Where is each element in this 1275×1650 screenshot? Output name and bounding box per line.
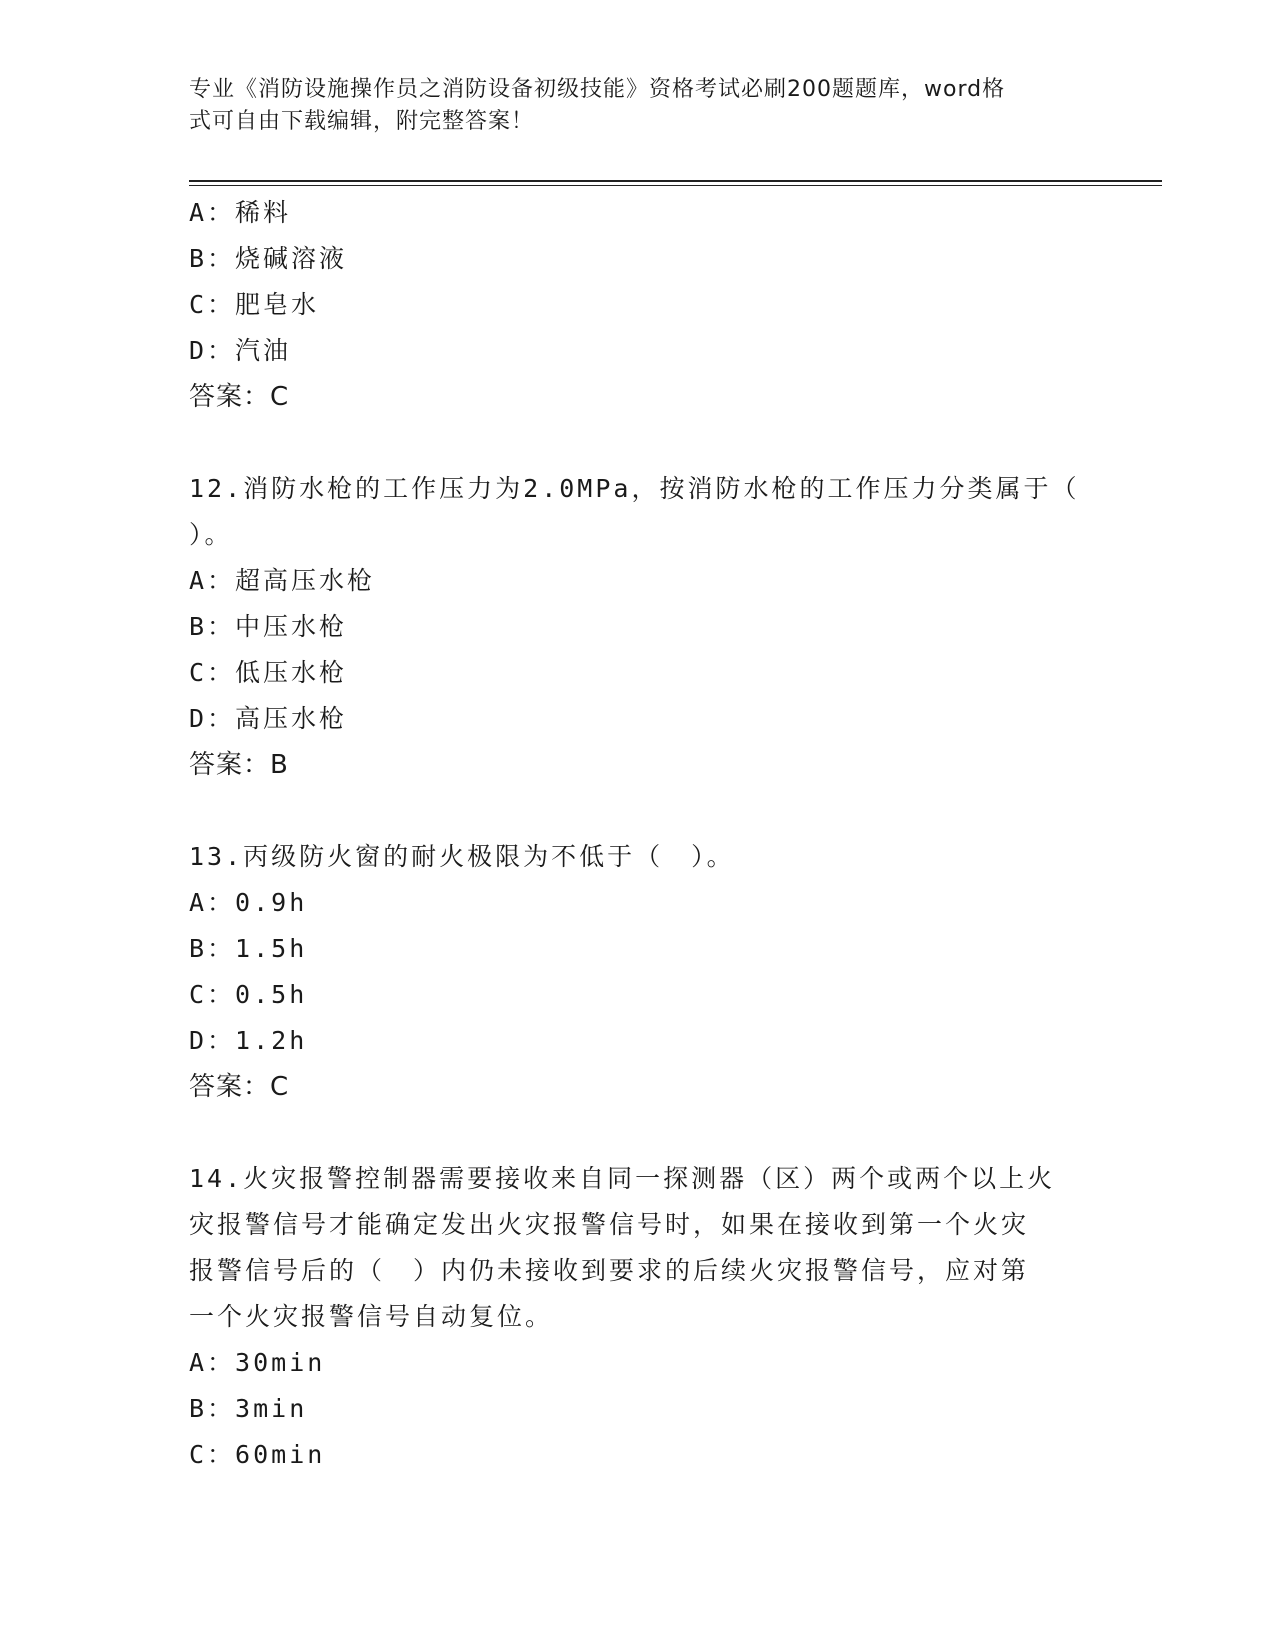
- question-text: 13.丙级防火窗的耐火极限为不低于（ ）。: [189, 842, 735, 871]
- spacer: [189, 1110, 1089, 1156]
- question-13: [189, 834, 1089, 1110]
- question-text: 14.火灾报警控制器需要接收来自同一探测器（区）两个或两个以上火: [189, 1164, 1056, 1193]
- header-divider-thin: [189, 185, 1162, 186]
- question-text: 12.消防水枪的工作压力为2.0MPa，按消防水枪的工作压力分类属于（: [189, 474, 1080, 503]
- question-14: [189, 1156, 1089, 1478]
- option-b: B：烧碱溶液: [189, 244, 348, 273]
- question-list: [189, 190, 1089, 1478]
- question-text-continued: 报警信号后的（ ）内仍未接收到要求的后续火灾报警信号，应对第: [189, 1256, 1030, 1285]
- spacer: [189, 420, 1089, 466]
- option-a: A：稀料: [189, 198, 292, 227]
- option-d: D：1.2h: [189, 1026, 308, 1055]
- option-c: C：肥皂水: [189, 290, 320, 319]
- answer-label: 答案：B: [189, 750, 289, 780]
- header-line-2: 式可自由下载编辑，附完整答案！: [189, 109, 535, 134]
- spacer: [189, 788, 1089, 834]
- option-b: B：1.5h: [189, 934, 308, 963]
- question-text-continued: 灾报警信号才能确定发出火灾报警信号时，如果在接收到第一个火灾: [189, 1210, 1030, 1239]
- document-header: [189, 74, 1069, 138]
- question-12: [189, 466, 1089, 788]
- option-a: A：30min: [189, 1348, 326, 1377]
- option-b: B：3min: [189, 1394, 308, 1423]
- option-d: D：高压水枪: [189, 704, 348, 733]
- option-a: A：0.9h: [189, 888, 308, 917]
- option-c: C：60min: [189, 1440, 326, 1469]
- answer-label: 答案：C: [189, 382, 290, 412]
- question-text-continued: 一个火灾报警信号自动复位。: [189, 1302, 554, 1331]
- question-text-continued: ）。: [189, 520, 233, 549]
- option-b: B：中压水枪: [189, 612, 348, 641]
- header-divider-thick: [189, 180, 1162, 182]
- question-11-options: [189, 190, 1089, 420]
- option-c: C：低压水枪: [189, 658, 348, 687]
- option-c: C：0.5h: [189, 980, 308, 1009]
- header-line-1: 专业《消防设施操作员之消防设备初级技能》资格考试必刷200题题库，word格: [189, 77, 1006, 102]
- option-d: D：汽油: [189, 336, 292, 365]
- option-a: A：超高压水枪: [189, 566, 376, 595]
- answer-label: 答案：C: [189, 1072, 290, 1102]
